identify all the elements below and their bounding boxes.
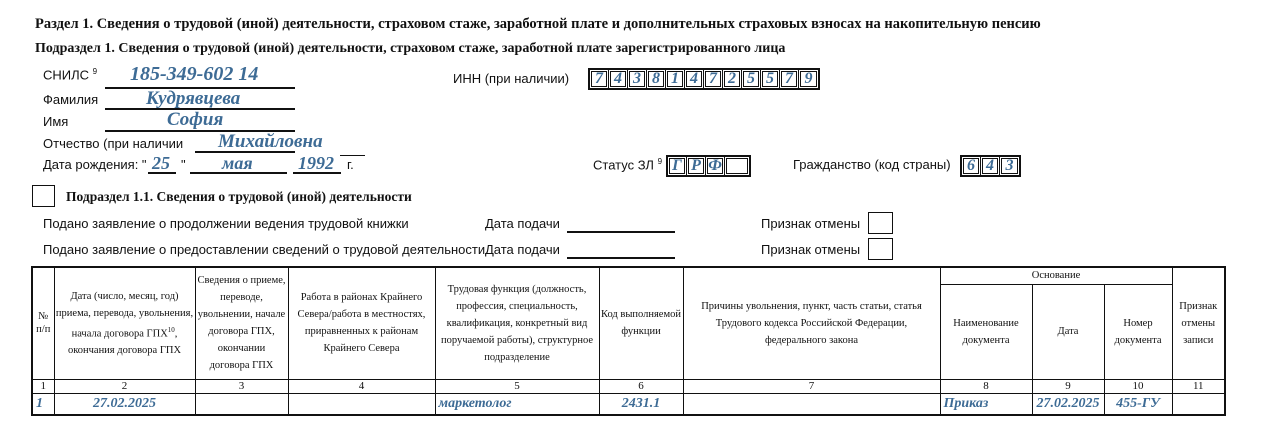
dob-extra-line [340, 155, 365, 156]
inn-cell: 2 [723, 70, 742, 88]
citizenship-cell: 6 [962, 157, 981, 175]
dob-year[interactable]: 1992 [298, 153, 334, 173]
citizenship-cell: 4 [981, 157, 1000, 175]
date-submitted-field-2[interactable] [567, 257, 675, 259]
patronymic-value[interactable]: Михайловна [218, 131, 323, 152]
citizenship-cell: 3 [1000, 157, 1019, 175]
header-code: Код выполняемой функции [599, 267, 683, 379]
patronymic-label: Отчество (при наличии [43, 136, 184, 151]
column-numbers-row [32, 379, 1225, 393]
status-label: Статус ЗЛ $^9$ [593, 157, 663, 173]
inn-cell: 8 [647, 70, 666, 88]
inn-cell: 3 [628, 70, 647, 88]
dob-year-underline [293, 172, 341, 174]
header-doc-number: Номер документа [1104, 284, 1172, 379]
snils-value[interactable]: 185-349-602 14 [130, 63, 259, 85]
cell-doc-number[interactable]: 455-ГУ [1104, 393, 1172, 415]
col-number: 9 [1032, 379, 1104, 393]
header-north: Работа в районах Крайнего Севера/работа в местностях, приравненных к районам Крайнего Севера [288, 267, 435, 379]
citizenship-label: Гражданство (код страны) [793, 157, 951, 172]
employment-table [31, 266, 1226, 416]
dob-label: Дата рождения: " [43, 157, 147, 172]
col-number: 10 [1104, 379, 1172, 393]
cell-reason[interactable] [683, 393, 940, 415]
cancel-label-1: Признак отмены [761, 216, 861, 231]
col-number: 1 [32, 379, 54, 393]
inn-cells[interactable] [588, 68, 820, 90]
header-basis: Основание [940, 267, 1172, 284]
inn-cell: 9 [799, 70, 818, 88]
col-number: 3 [195, 379, 288, 393]
cell-function[interactable]: маркетолог [435, 393, 599, 415]
cancel-checkbox-1[interactable] [868, 212, 893, 234]
name-value[interactable]: София [167, 109, 224, 130]
header-num: № п/п [32, 267, 54, 379]
inn-cell: 5 [742, 70, 761, 88]
section-title: Раздел 1. Сведения о трудовой (иной) деятельности, страховом стаже, заработной плате и дополнительных страховых взносах на накопительную пенсию [35, 16, 1041, 32]
header-doc-date: Дата [1032, 284, 1104, 379]
status-cells[interactable] [666, 155, 751, 177]
status-cell [725, 157, 749, 175]
date-submitted-label-2: Дата подачи [485, 242, 560, 257]
subsection-1-1-checkbox[interactable] [32, 185, 55, 207]
inn-cell: 4 [685, 70, 704, 88]
surname-label: Фамилия [43, 92, 99, 107]
cell-info[interactable] [195, 393, 288, 415]
col-number: 7 [683, 379, 940, 393]
continue-book-text: Подано заявление о продолжении ведения трудовой книжки [43, 216, 409, 231]
cancel-label-2: Признак отмены [761, 242, 861, 257]
subsection-title: Подраздел 1. Сведения о трудовой (иной) деятельности, страховом стаже, заработной плате зарегистрированного лица [35, 41, 786, 56]
inn-cell: 4 [609, 70, 628, 88]
col-number: 11 [1172, 379, 1225, 393]
col-number: 5 [435, 379, 599, 393]
dob-quote: " [181, 157, 186, 172]
inn-cell: 5 [761, 70, 780, 88]
cell-num[interactable]: 1 [32, 393, 54, 415]
citizenship-cells[interactable] [960, 155, 1021, 177]
col-number: 4 [288, 379, 435, 393]
inn-cell: 7 [704, 70, 723, 88]
status-cell: Р [687, 157, 706, 175]
dob-month[interactable]: мая [222, 153, 253, 173]
header-reason: Причины увольнения, пункт, часть статьи, статья Трудового кодекса Российской Федерации, федерального закона [683, 267, 940, 379]
cell-doc-date[interactable]: 27.02.2025 [1032, 393, 1104, 415]
header-doc-name: Наименование документа [940, 284, 1032, 379]
date-submitted-label-1: Дата подачи [485, 216, 560, 231]
cell-date[interactable]: 27.02.2025 [54, 393, 195, 415]
cell-doc-name[interactable]: Приказ [940, 393, 1032, 415]
cell-code[interactable]: 2431.1 [599, 393, 683, 415]
header-function: Трудовая функция (должность, профессия, специальность, квалификация, конкретный вид поручаемой работы), структурное подразделение [435, 267, 599, 379]
inn-label: ИНН (при наличии) [453, 71, 570, 86]
cancel-checkbox-2[interactable] [868, 238, 893, 260]
header-info: Сведения о приеме, переводе, увольнении, начале договора ГПХ, окончании договора ГПХ [195, 267, 288, 379]
cell-north[interactable] [288, 393, 435, 415]
inn-cell: 1 [666, 70, 685, 88]
name-label: Имя [43, 114, 69, 129]
table-row [32, 393, 1225, 415]
date-submitted-field-1[interactable] [567, 231, 675, 233]
dob-day[interactable]: 25 [152, 153, 170, 173]
status-cell: Ф [706, 157, 725, 175]
cell-cancel[interactable] [1172, 393, 1225, 415]
status-cell: Г [668, 157, 687, 175]
inn-cell: 7 [780, 70, 799, 88]
col-number: 8 [940, 379, 1032, 393]
dob-month-underline [190, 172, 287, 174]
surname-value[interactable]: Кудрявцева [146, 88, 241, 109]
subsection-1-1-title: Подраздел 1.1. Сведения о трудовой (иной) деятельности [66, 189, 412, 204]
snils-label: СНИЛС $^9$ [43, 67, 98, 83]
header-cancel: Признак отмены записи [1172, 267, 1225, 379]
dob-day-underline [148, 172, 176, 174]
provide-info-text: Подано заявление о предоставлении сведений о трудовой деятельности [43, 242, 486, 257]
header-date: Дата (число, месяц, год) приема, перевода, увольнения, начала договора ГПХ$^{10}$, окончания договора ГПХ [54, 267, 195, 379]
inn-cell: 7 [590, 70, 609, 88]
dob-year-suffix: г. [347, 157, 354, 172]
col-number: 2 [54, 379, 195, 393]
col-number: 6 [599, 379, 683, 393]
